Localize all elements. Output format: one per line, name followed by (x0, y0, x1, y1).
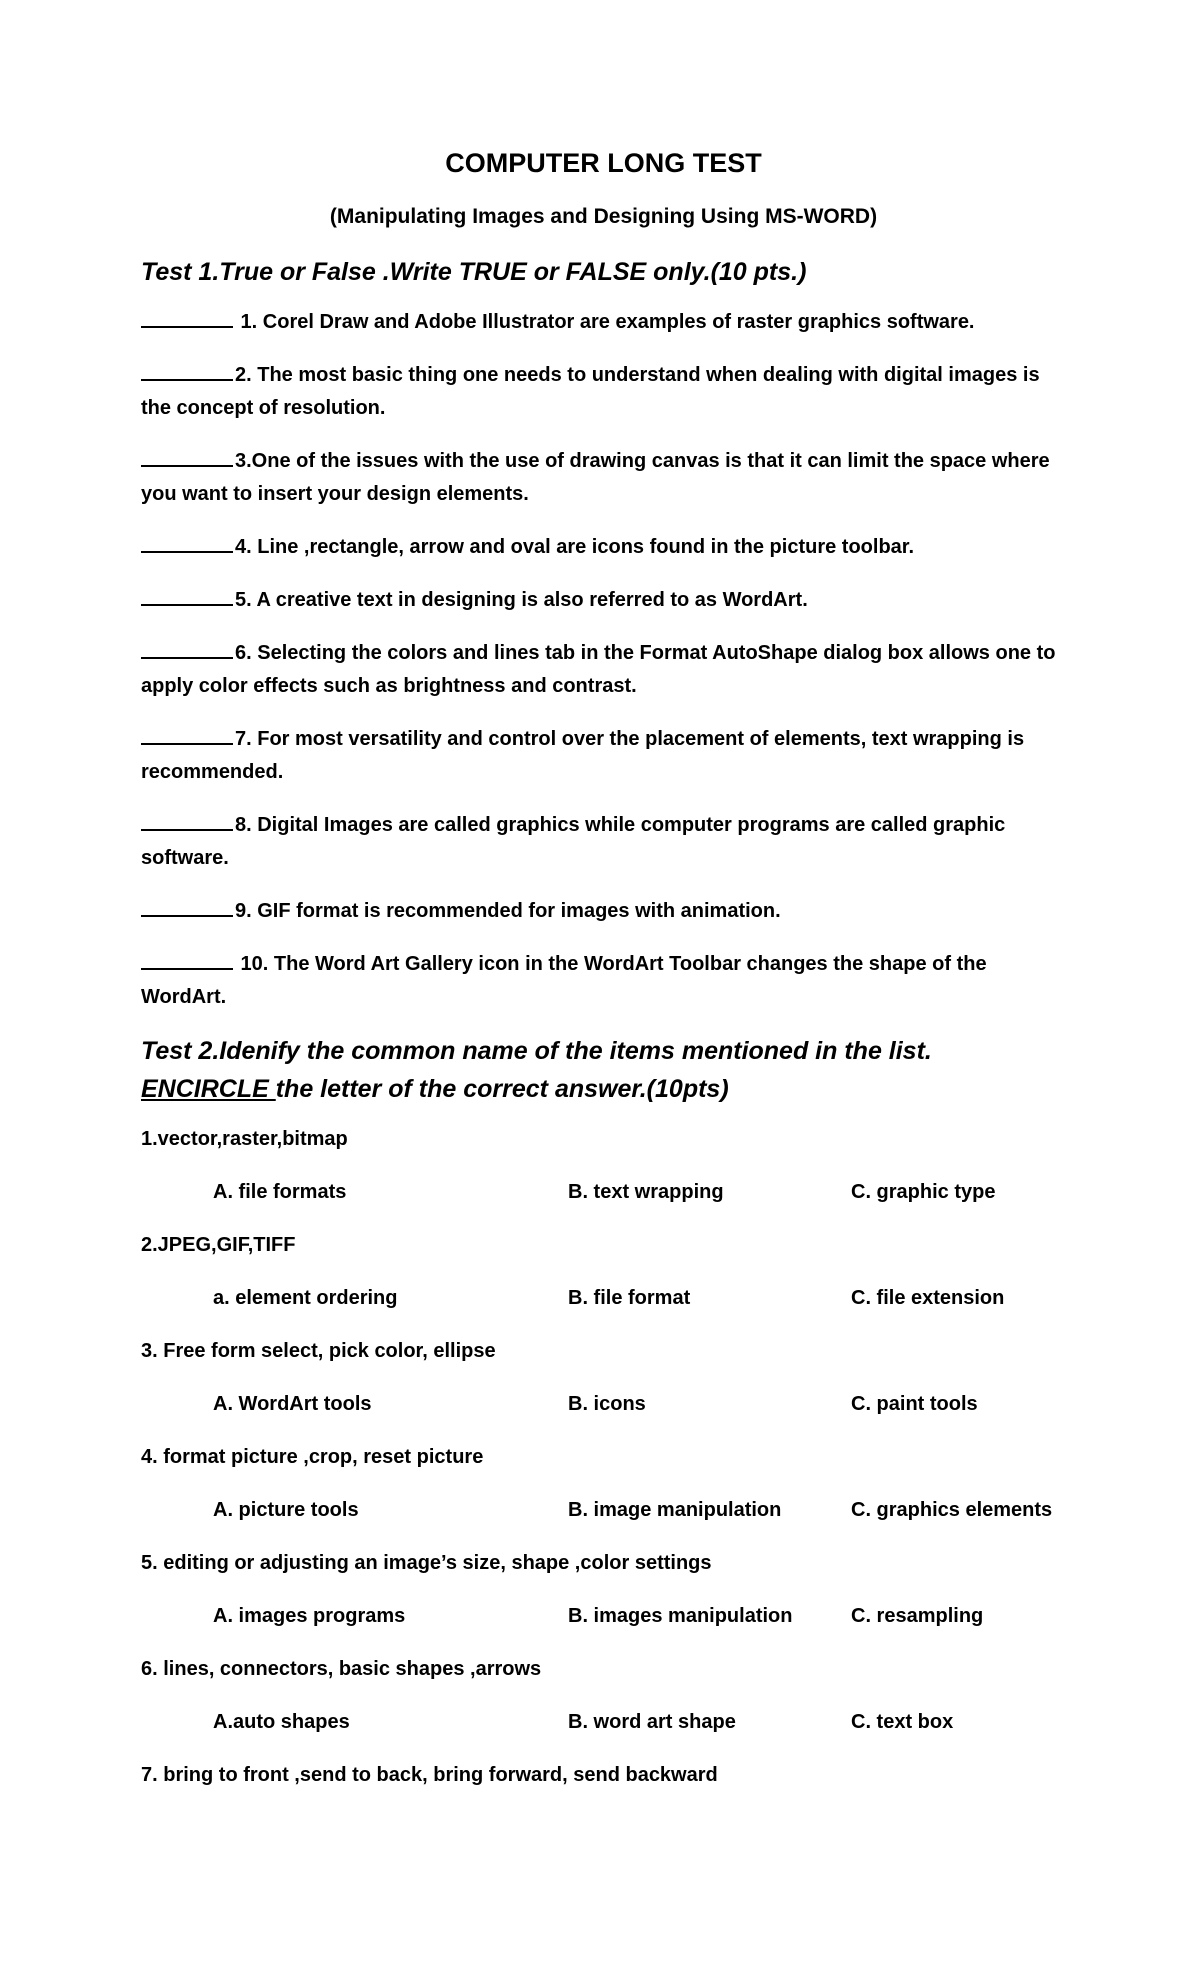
choices-row-3 (141, 1388, 1066, 1421)
choice-c: C. text box (851, 1711, 954, 1733)
tf-item-text: 4. Line ,rectangle, arrow and oval are icons found in the picture toolbar. (235, 536, 915, 558)
choices-row-6 (141, 1706, 1066, 1739)
tf-item-10 (141, 948, 1066, 1014)
answer-blank (141, 948, 233, 970)
tf-item-text: 5. A creative text in designing is also referred to as WordArt. (235, 589, 808, 611)
answer-blank (141, 895, 233, 917)
answer-blank (141, 809, 233, 831)
choices-row-4 (141, 1494, 1066, 1527)
page-title: COMPUTER LONG TEST (445, 148, 762, 178)
answer-blank (141, 359, 233, 381)
tf-item-text: 2. The most basic thing one needs to understand when dealing with digital images is the concept of resolution. (141, 364, 1040, 419)
choice-a: A. WordArt tools (213, 1393, 372, 1415)
tf-item-2 (141, 359, 1066, 425)
choice-a: A. images programs (213, 1605, 406, 1627)
answer-blank (141, 584, 233, 606)
test2-heading-emphasis: ENCIRCLE (141, 1075, 276, 1103)
tf-item-3 (141, 445, 1066, 511)
test2-heading-part2: the letter of the correct answer.(10pts) (275, 1075, 729, 1103)
document-content (141, 145, 1066, 1792)
choice-b: B. text wrapping (568, 1181, 724, 1203)
answer-blank (141, 637, 233, 659)
tf-item-text: 9. GIF format is recommended for images with animation. (235, 900, 781, 922)
tf-item-9 (141, 895, 1066, 928)
tf-item-text: 10. The Word Art Gallery icon in the WordArt Toolbar changes the shape of the WordArt. (141, 953, 987, 1008)
choice-b: B. image manipulation (568, 1499, 782, 1521)
question-4: 4. format picture ,crop, reset picture (141, 1446, 484, 1468)
choice-b: B. file format (568, 1287, 691, 1309)
choice-a: A. picture tools (213, 1499, 359, 1521)
tf-item-5 (141, 584, 1066, 617)
question-3: 3. Free form select, pick color, ellipse (141, 1340, 496, 1362)
question-6: 6. lines, connectors, basic shapes ,arrows (141, 1658, 542, 1680)
test1-heading: Test 1.True or False .Write TRUE or FALSE only.(10 pts.) (141, 258, 807, 286)
choice-c: C. graphics elements (851, 1499, 1053, 1521)
choices-row-2 (141, 1282, 1066, 1315)
answer-blank (141, 531, 233, 553)
tf-item-7 (141, 723, 1066, 789)
tf-item-text: 1. Corel Draw and Adobe Illustrator are examples of raster graphics software. (235, 311, 975, 333)
choice-c: C. file extension (851, 1287, 1005, 1309)
choice-a: a. element ordering (213, 1287, 398, 1309)
question-1: 1.vector,raster,bitmap (141, 1128, 348, 1150)
choices-row-1 (141, 1176, 1066, 1209)
answer-blank (141, 306, 233, 328)
question-2: 2.JPEG,GIF,TIFF (141, 1234, 296, 1256)
answer-blank (141, 723, 233, 745)
choice-b: B. icons (568, 1393, 646, 1415)
tf-item-1 (141, 306, 1066, 339)
choice-c: C. graphic type (851, 1181, 996, 1203)
tf-item-6 (141, 637, 1066, 703)
choice-c: C. paint tools (851, 1393, 978, 1415)
page-subtitle: (Manipulating Images and Designing Using MS-WORD) (329, 205, 878, 228)
test2-heading (141, 1032, 1066, 1108)
question-5: 5. editing or adjusting an image’s size, shape ,color settings (141, 1552, 712, 1574)
choice-b: B. word art shape (568, 1711, 736, 1733)
tf-item-text: 8. Digital Images are called graphics while computer programs are called graphic software. (141, 814, 1006, 869)
test2-heading-part1: Test 2.Idenify the common name of the items mentioned in the list. (141, 1037, 932, 1065)
tf-item-4 (141, 531, 1066, 564)
tf-item-text: 6. Selecting the colors and lines tab in the Format AutoShape dialog box allows one to apply color effects such as brightness and contrast. (141, 642, 1056, 697)
choices-row-5 (141, 1600, 1066, 1633)
choice-a: A. file formats (213, 1181, 347, 1203)
choice-c: C. resampling (851, 1605, 984, 1627)
question-7: 7. bring to front ,send to back, bring forward, send backward (141, 1764, 718, 1786)
answer-blank (141, 445, 233, 467)
tf-item-text: 3.One of the issues with the use of drawing canvas is that it can limit the space where you want to insert your design elements. (141, 450, 1050, 505)
tf-item-text: 7. For most versatility and control over the placement of elements, text wrapping is recommended. (141, 728, 1025, 783)
tf-item-8 (141, 809, 1066, 875)
choice-b: B. images manipulation (568, 1605, 793, 1627)
choice-a: A.auto shapes (213, 1711, 350, 1733)
